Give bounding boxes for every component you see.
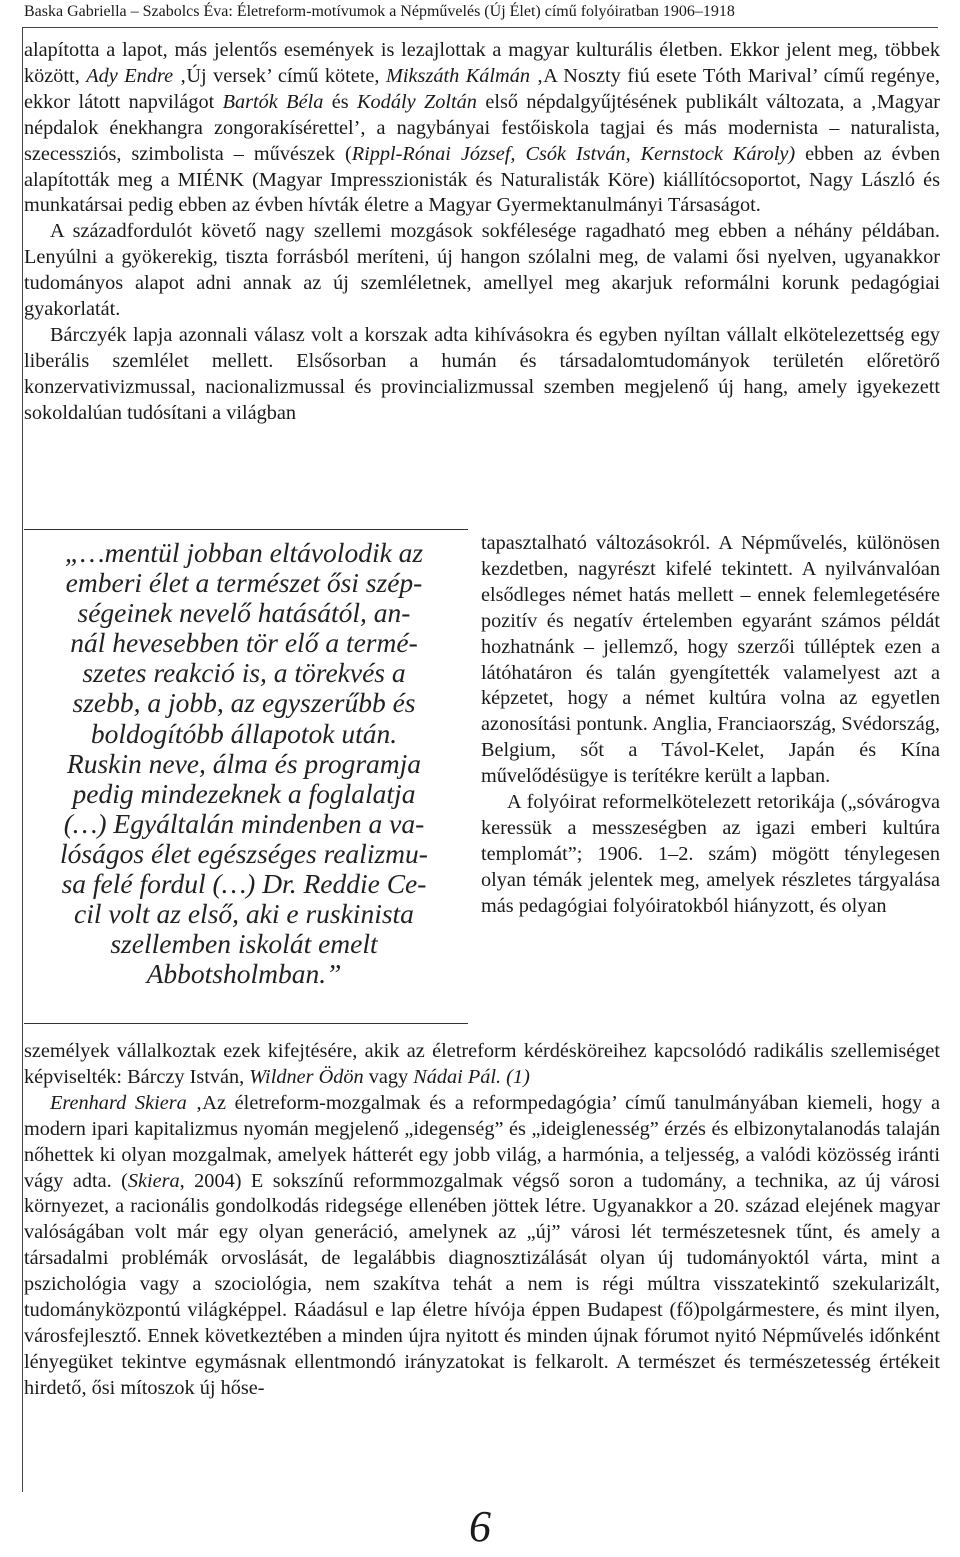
- running-head: Baska Gabriella – Szabolcs Éva: Életreform-motívumok a Népművelés (Új Élet) című folyóiratban 1906–1918: [24, 3, 735, 20]
- text-run: és: [323, 90, 358, 113]
- header-rule: [22, 27, 938, 28]
- text-run: első népdalgyűjtésének publikált változata, a ‚Magyar népdalok énekhangra zongorakísérettel’, a nagybányai festőiskola tagjai és más modernista – naturalista, szecessziós, szimbolista – művészek (: [24, 90, 941, 165]
- body-text-right-column: [481, 531, 940, 920]
- text-run: személyek vállalkoztak ezek kifejtésére, akik az életreform kérdésköreihez kapcsolódó radikális szellemiséget képviselték: Bárczy István,: [24, 1040, 940, 1088]
- text-run: A századfordulót követő nagy szellemi mozgások sokfélesége ragadható meg ebben a néhány példában. Lenyúlni a gyökerekig, tiszta forrásból meríteni, új hangon szólalni meg, de valami ősi nyelven, ugyanakkor tudományos alapot adni annak az új szemléletnek, amellyel meg akarjuk reformálni korunk pedagógiai gyakorlatát.: [24, 220, 940, 321]
- text-run: A folyóirat reformelkötelezett retorikája („sóvárogva keressük a messzeségben az igazi emberi kultúra templomát”; 1906. 1–2. szám) mögött ténylegesen olyan témák jelentek meg, amelyek részletes tárgyalása más pedagógiai folyóiratokból hiányzott, és olyan: [481, 791, 940, 917]
- paragraph: [481, 790, 940, 920]
- pull-quote-line: Ruskin neve, álma és programja: [66, 747, 422, 779]
- italic-text-run: Erenhard Skiera: [50, 1091, 187, 1114]
- italic-text-run: Ady Endre: [86, 64, 174, 87]
- pull-quote-line: (…) Egyáltalán mindenben a va-: [63, 807, 425, 839]
- text-run: vagy: [363, 1065, 414, 1088]
- text-run: ‚A Noszty fiú esete Tóth Marival’ című regénye, ekkor látott napvilágot: [24, 64, 940, 113]
- pull-quote-line: lóságos élet egészséges realizmu-: [60, 837, 428, 869]
- pull-quote: [24, 538, 464, 989]
- pull-quote-line: szebb, a jobb, az egyszerűbb és: [72, 687, 416, 719]
- paragraph: [24, 323, 940, 427]
- page-number: 6: [469, 1502, 491, 1551]
- pull-quote-line: „…mentül jobban eltávolodik az: [64, 537, 424, 568]
- text-run: Bárczyék lapja azonnali válasz volt a korszak adta kihívásokra és egyben nyíltan vállalt elkötelezettség egy liberális szemlélet mellett. Elsősorban a humán és társadalomtudományok területén előretörő konzervativizmussal, nacionalizmussal és provincializmussal szemben megjelenő új hang, amely igyekezett sokoldalúan tudósítani a világban: [24, 323, 940, 424]
- text-run: tapasztalható változásokról. A Népművelés, különösen kezdetben, nagyrészt kifelé tekintett. A nyilvánvalóan elsődleges német hatás mellett – ennek felemlegetésére pozitív és negatív értelemben egyaránt számos példát hozhatnánk – jellemző, hogy szerzői túlléptek ezen a látóhatáron és talán gyengítették valamelyest azt a képzetet, hogy a német kultúra volna az egyetlen azonosítási pontunk. Anglia, Franciaország, Svédország, Belgium, sőt a Távol-Kelet, Japán és Kína művelődésügye is terítékre került a lapban.: [481, 532, 940, 788]
- pull-quote-line: emberi élet a természet ősi szép-: [65, 567, 423, 599]
- paragraph: [481, 531, 940, 790]
- pull-quote-line: boldogítóbb állapotok után.: [90, 717, 398, 749]
- paragraph: [24, 1039, 940, 1091]
- italic-text-run: Wildner Ödön: [249, 1065, 364, 1088]
- pull-quote-line: sa felé fordul (…) Dr. Reddie Ce-: [61, 868, 427, 900]
- italic-text-run: Nádai Pál. (1): [413, 1065, 530, 1088]
- paragraph: [24, 1091, 940, 1402]
- italic-text-run: Bartók Béla: [222, 90, 324, 113]
- text-run: ‚Az életreform-mozgalmak és a reformpedagógia’ című tanulmányában kiemeli, hogy a modern ipari kapitalizmus nyomán megjelenő „idegenség” és „ideiglenesség” érzés és elbizonytalanodás talaján nőhettek ki olyan mozgalmak, amelyek hátterét egy jobb világ, a harmónia, a teljesség, a valódi közösség iránti vágy adta. (: [24, 1091, 940, 1192]
- body-text-bottom: [24, 1039, 940, 1402]
- text-run: ‚Új versek’ című kötete,: [173, 64, 387, 87]
- margin-rule: [22, 27, 23, 1492]
- pull-quote-line: ségeinek nevelő hatásától, an-: [77, 597, 411, 629]
- italic-text-run: Skiera: [127, 1169, 180, 1192]
- pull-quote-line: pedig mindezeknek a foglalatja: [72, 777, 416, 809]
- text-run: , 2004) E sokszínű reformmozgalmak végső soron a tudomány, a technika, az új városi környezet, a racionális gondolkodás ridegsége ellenében jöttek létre. Ugyanakkor a 20. század elejének magyar valóságában volt már egy olyan generáció, amelynek az „új” városi lét természetesnek tűnt, és amely a társadalmi problémák orvoslását, de legalábbis diagnosztizálását olyan új tudományoktól várta, mint a pszichológia vagy a szociológia, nem szakítva tehát a nem is régi múltra visszatekintő szekularizált, tudományközpontú világképpel. Ráadásul e lap életre hívója éppen Budapest (fő)polgármestere, és mint ilyen, városfejlesztő. Ennek következtében a minden újra nyitott és minden újnak fórumot nyitó Népművelés időnként lényegüket tekintve egymásnak ellentmondó irányzatokat is felkarolt. A természet és természetesség értékeit hirdető, ősi mítoszok új hőse-: [24, 1169, 940, 1399]
- paragraph: [24, 219, 940, 323]
- pull-quote-line: Abbotsholmban.”: [146, 958, 342, 990]
- pull-quote-bottom-rule: [24, 1023, 468, 1024]
- italic-text-run: Kodály Zoltán: [357, 90, 477, 113]
- pull-quote-line: szellemben iskolát emelt: [110, 928, 378, 960]
- text-run: ebben az évben alapították meg a MIÉNK (Magyar Impresszionisták és Naturalisták Köre) kiállítócsoportot, Nagy László és munkatársai pedig ebben az évben hívták életre a Magyar Gyermektanulmányi Társaságot.: [24, 142, 940, 217]
- pull-quote-line: nál hevesebben tör elő a termé-: [70, 627, 418, 659]
- pull-quote-line: szetes reakció is, a törekvés a: [82, 657, 406, 689]
- paragraph: [24, 38, 940, 219]
- body-text-top: [24, 38, 940, 427]
- italic-text-run: Mikszáth Kálmán: [386, 64, 530, 87]
- italic-text-run: Rippl-Rónai József, Csók István, Kernstock Károly): [351, 142, 796, 165]
- pull-quote-line: cil volt az első, aki e ruskinista: [74, 898, 414, 930]
- text-run: alapította a lapot, más jelentős események is lezajlottak a magyar kulturális életben. Ekkor jelent meg, többek között,: [24, 39, 940, 87]
- pull-quote-top-rule: [24, 529, 468, 530]
